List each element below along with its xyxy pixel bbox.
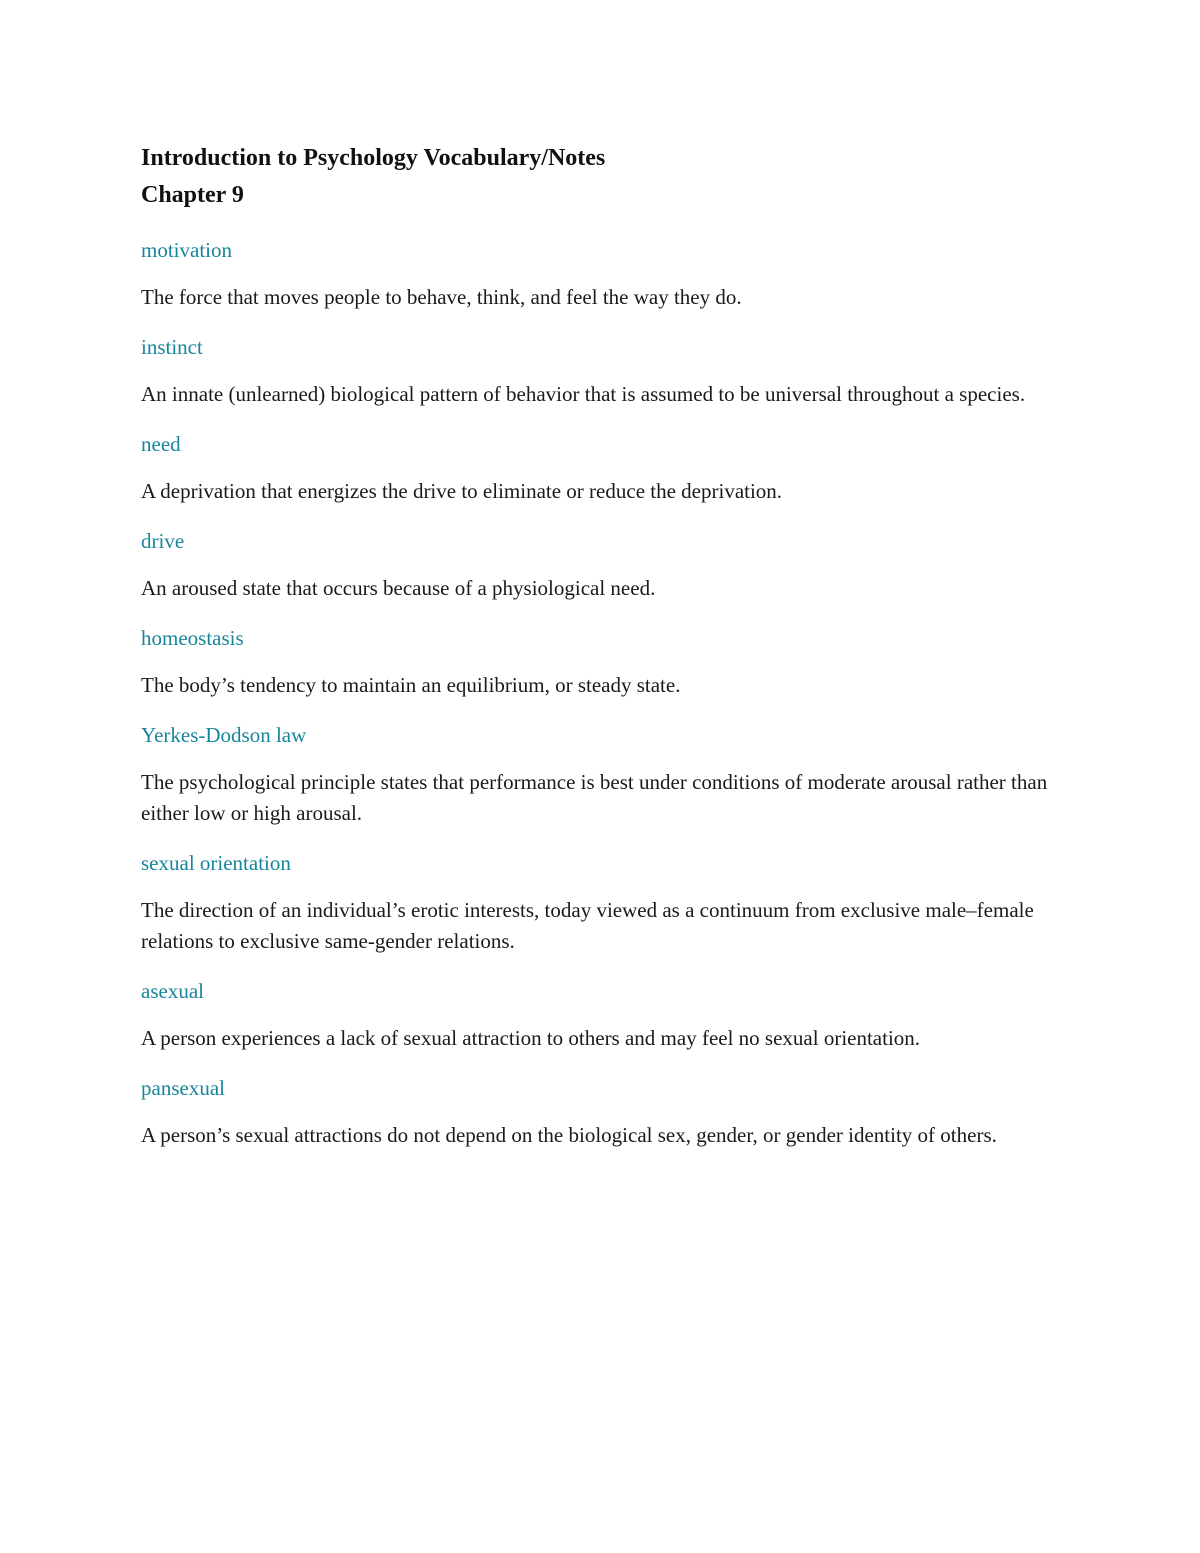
vocab-definition: The force that moves people to behave, think, and feel the way they do. [141, 285, 742, 309]
vocab-entry-homeostasis [141, 624, 1061, 701]
vocab-term: Yerkes-Dodson law [141, 723, 307, 747]
vocab-definition: The direction of an individual’s erotic interests, today viewed as a continuum from exclusive male–female relations to exclusive same-gender relations. [141, 898, 1034, 953]
vocab-term: instinct [141, 335, 203, 359]
chapter-heading: Chapter 9 [141, 182, 244, 208]
vocab-definition: The body’s tendency to maintain an equilibrium, or steady state. [141, 673, 681, 697]
vocab-entry-sexual-orientation [141, 849, 1061, 957]
vocab-definition: An aroused state that occurs because of a physiological need. [141, 576, 656, 600]
document-content [141, 140, 1061, 1171]
vocab-term: drive [141, 529, 185, 553]
vocab-definition: A person’s sexual attractions do not depend on the biological sex, gender, or gender identity of others. [141, 1123, 997, 1147]
vocab-definition: The psychological principle states that performance is best under conditions of moderate arousal rather than either low or high arousal. [141, 770, 1048, 825]
vocab-term: need [141, 432, 181, 456]
vocab-definition: An innate (unlearned) biological pattern of behavior that is assumed to be universal throughout a species. [141, 382, 1026, 406]
vocab-definition: A person experiences a lack of sexual attraction to others and may feel no sexual orientation. [141, 1026, 921, 1050]
vocab-term: sexual orientation [141, 851, 291, 875]
vocab-entry-motivation [141, 236, 1061, 313]
vocab-term: motivation [141, 238, 232, 262]
vocab-entry-instinct [141, 333, 1061, 410]
vocab-entry-drive [141, 527, 1061, 604]
vocab-term: homeostasis [141, 626, 244, 650]
vocab-entry-yerkes-dodson-law [141, 721, 1061, 829]
vocab-entry-asexual [141, 977, 1061, 1054]
vocab-term: asexual [141, 979, 204, 1003]
document-title: Introduction to Psychology Vocabulary/Notes [141, 145, 606, 171]
vocab-entry-pansexual [141, 1074, 1061, 1151]
vocab-entry-need [141, 430, 1061, 507]
vocab-term: pansexual [141, 1076, 225, 1100]
vocab-definition: A deprivation that energizes the drive to eliminate or reduce the deprivation. [141, 479, 783, 503]
